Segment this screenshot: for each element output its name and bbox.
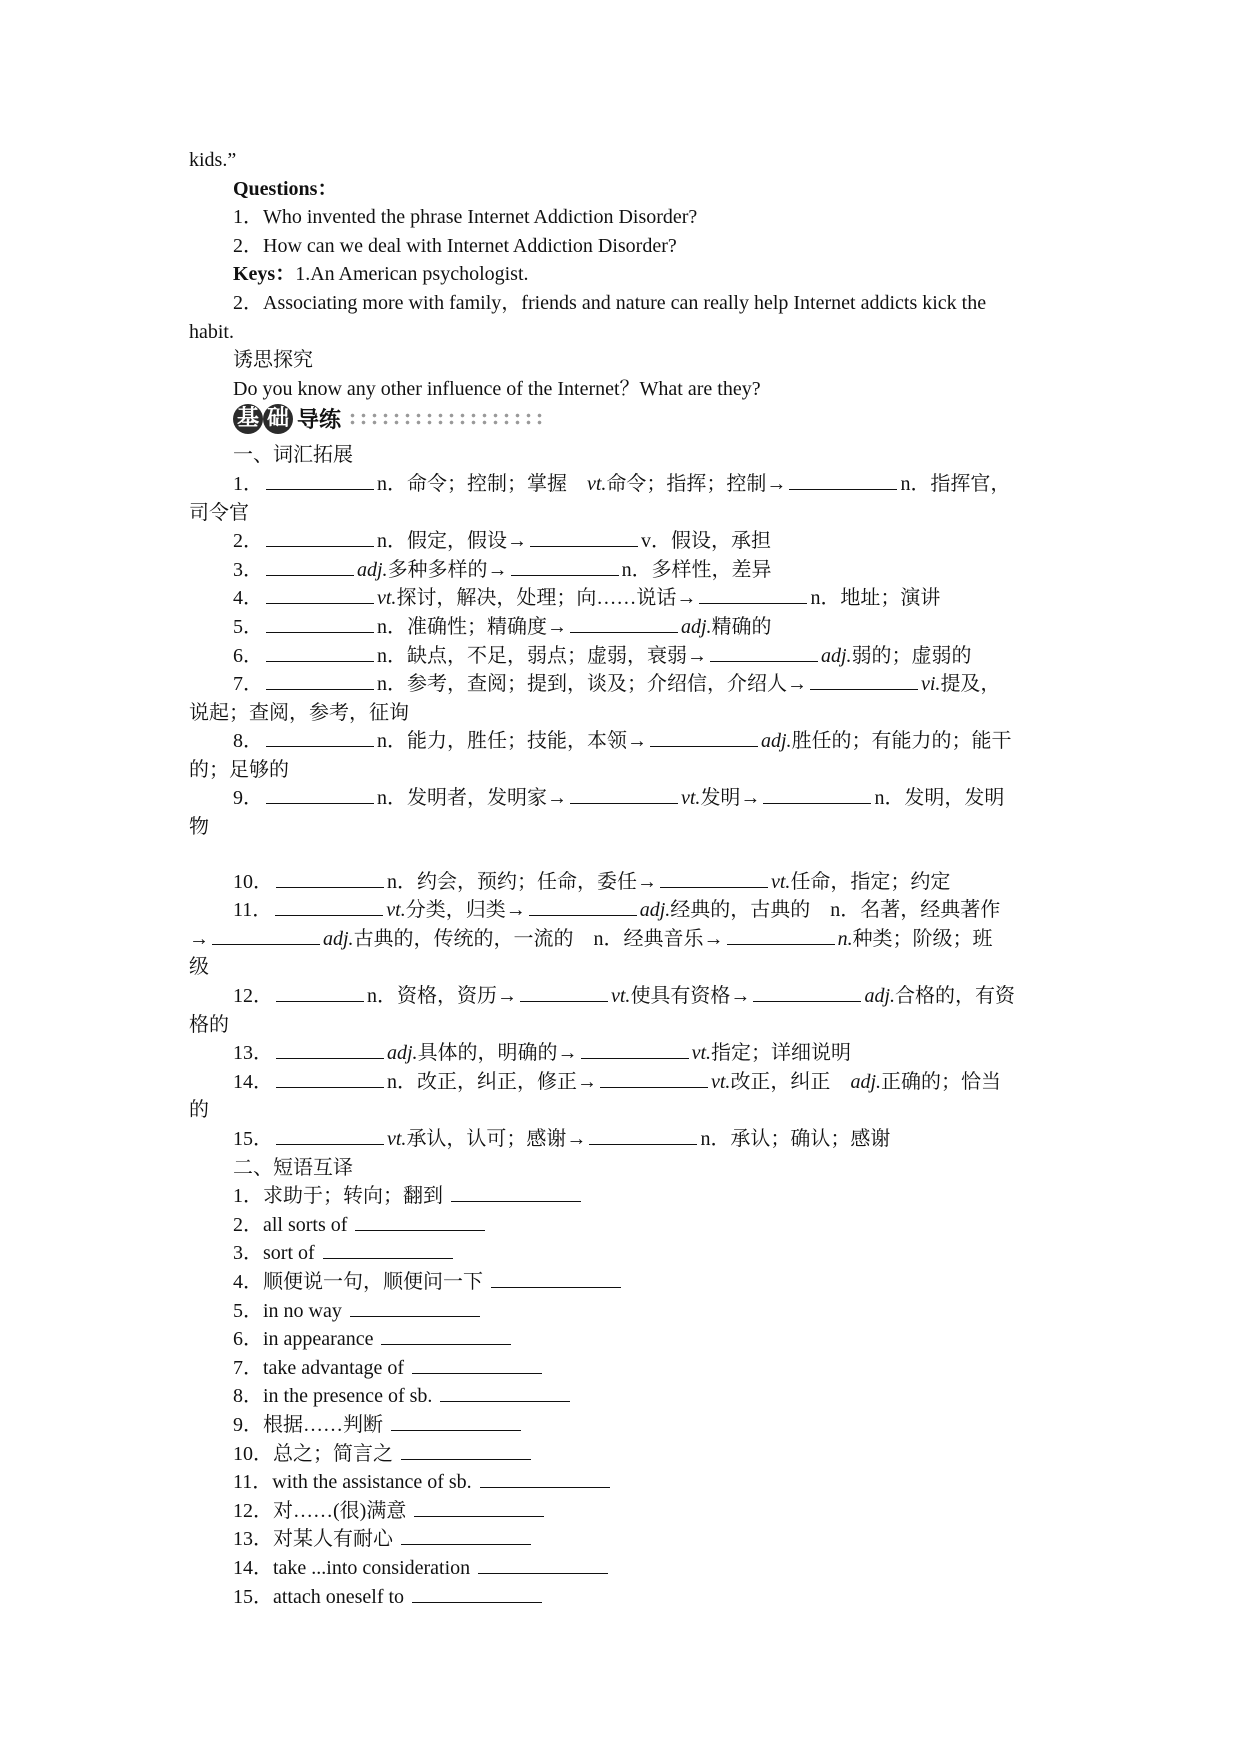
banner-circle-2: 础 [263, 404, 293, 434]
vocab-item-8-cont: 的；足够的 [189, 758, 289, 781]
answer-blank[interactable] [529, 897, 637, 916]
phrase-item: 7．take advantage of [189, 1354, 1057, 1383]
answer-blank[interactable] [266, 728, 374, 747]
phrase-item: 4．顺便说一句，顺便问一下 [189, 1268, 1057, 1297]
answer-blank[interactable] [266, 471, 374, 490]
answer-blank[interactable] [412, 1355, 542, 1374]
questions-label: Questions： [233, 177, 338, 200]
answer-blank[interactable] [266, 785, 374, 804]
vocab-item-15: 15． vt.承认，认可；感谢→ n．承认；确认；感谢 [233, 1128, 891, 1150]
vocab-item-7-cont: 说起；查阅，参考，征询 [189, 701, 409, 724]
answer-blank[interactable] [789, 471, 897, 490]
answer-blank[interactable] [511, 557, 619, 576]
answer-blank[interactable] [401, 1526, 531, 1545]
answer-blank[interactable] [266, 528, 374, 547]
phrase-item: 14．take ...into consideration [189, 1554, 1057, 1583]
phrase-item: 11．with the assistance of sb. [189, 1468, 1057, 1497]
vocab-item-9-cont: 物 [189, 816, 209, 839]
answer-blank[interactable] [350, 1298, 480, 1317]
phrase-item: 3．sort of [189, 1239, 1057, 1268]
answer-blank[interactable] [266, 671, 374, 690]
answer-blank[interactable] [266, 585, 374, 604]
banner-circle-1: 基 [233, 404, 263, 434]
answer-blank[interactable] [276, 983, 364, 1002]
vocab-item-3: 3． adj.多种多样的→ n．多样性，差异 [233, 558, 772, 581]
banner-dots [347, 412, 547, 426]
phrase-list [189, 1182, 1057, 1611]
vocab-item-11-cont: → adj.古典的，传统的，一流的 n．经典音乐→ n.种类；阶级；班 [189, 927, 993, 950]
key-2-cont: habit. [189, 320, 234, 343]
explore-question: Do you know any other influence of the Internet？What are they? [233, 377, 761, 400]
keys-label: Keys： [233, 263, 296, 286]
vocab-item-7: 7． n．参考，查阅；提到，谈及；介绍信，介绍人→ vi.提及， [233, 673, 1001, 696]
answer-blank[interactable] [660, 869, 768, 888]
answer-blank[interactable] [276, 1126, 384, 1145]
phrase-item: 13．对某人有耐心 [189, 1525, 1057, 1554]
answer-blank[interactable] [600, 1069, 708, 1088]
answer-blank[interactable] [401, 1441, 531, 1460]
passage-tail: kids.” [189, 149, 237, 171]
answer-blank[interactable] [520, 983, 608, 1002]
answer-blank[interactable] [753, 983, 861, 1002]
phrase-item: 15．attach oneself to [189, 1583, 1057, 1612]
key-1: Keys：1.An American psychologist. [233, 263, 529, 286]
vocab-item-1-cont: 司令官 [189, 501, 249, 524]
answer-blank[interactable] [570, 614, 678, 633]
answer-blank[interactable] [276, 1040, 384, 1059]
phrase-item: 5．in no way [189, 1297, 1057, 1326]
vocab-item-8: 8． n．能力，胜任；技能，本领→ adj.胜任的；有能力的；能干 [233, 730, 1012, 753]
answer-blank[interactable] [710, 643, 818, 662]
vocab-item-12-cont: 格的 [189, 1013, 229, 1036]
vocab-item-4: 4． vt.探讨，解决，处理；向……说话→ n．地址；演讲 [233, 587, 941, 610]
answer-blank[interactable] [451, 1183, 581, 1202]
vocab-item-11: 11． vt.分类，归类→ adj.经典的，古典的 n．名著，经典著作 [233, 899, 1001, 922]
answer-blank[interactable] [355, 1212, 485, 1231]
phrases-title: 二、短语互译 [233, 1156, 353, 1179]
vocab-item-14: 14． n．改正，纠正，修正→ vt.改正，纠正 adj.正确的；恰当 [233, 1070, 1001, 1093]
answer-blank[interactable] [276, 1069, 384, 1088]
answer-blank[interactable] [581, 1040, 689, 1059]
answer-blank[interactable] [212, 926, 320, 945]
vocab-item-10: 10． n．约会，预约；任命，委任→ vt.任命，指定；约定 [233, 870, 951, 893]
vocab-item-13: 13． adj.具体的，明确的→ vt.指定；详细说明 [233, 1042, 851, 1065]
section-banner [189, 403, 1057, 441]
vocab-title: 一、词汇拓展 [233, 444, 353, 467]
vocab-item-5: 5． n．准确性；精确度→ adj.精确的 [233, 615, 772, 638]
answer-blank[interactable] [530, 528, 638, 547]
answer-blank[interactable] [414, 1498, 544, 1517]
answer-blank[interactable] [478, 1555, 608, 1574]
answer-blank[interactable] [266, 614, 374, 633]
phrase-item: 1．求助于；转向；翻到 [189, 1182, 1057, 1211]
answer-blank[interactable] [589, 1126, 697, 1145]
phrase-item: 8．in the presence of sb. [189, 1382, 1057, 1411]
answer-blank[interactable] [699, 585, 807, 604]
answer-blank[interactable] [391, 1412, 521, 1431]
answer-blank[interactable] [440, 1383, 570, 1402]
answer-blank[interactable] [381, 1326, 511, 1345]
phrase-item: 12．对……(很)满意 [189, 1497, 1057, 1526]
phrase-item: 10．总之；简言之 [189, 1440, 1057, 1469]
vocab-item-6: 6． n．缺点，不足，弱点；虚弱，衰弱→ adj.弱的；虚弱的 [233, 644, 972, 667]
phrase-item: 2．all sorts of [189, 1211, 1057, 1240]
question-2: 2．How can we deal with Internet Addiction Disorder? [233, 234, 677, 257]
answer-blank[interactable] [810, 671, 918, 690]
vocab-item-2: 2． n．假定，假设→ v．假设，承担 [233, 530, 771, 553]
key-2: 2．Associating more with family，friends and nature can really help Internet addicts kick the [233, 291, 987, 314]
answer-blank[interactable] [323, 1240, 453, 1259]
answer-blank[interactable] [412, 1584, 542, 1603]
document-page [189, 146, 1057, 1611]
phrase-item: 9．根据……判断 [189, 1411, 1057, 1440]
vocab-item-11-cont2: 级 [189, 956, 209, 979]
answer-blank[interactable] [275, 897, 383, 916]
answer-blank[interactable] [276, 869, 384, 888]
question-1: 1．Who invented the phrase Internet Addiction Disorder? [233, 206, 698, 229]
vocab-item-12: 12． n．资格，资历→ vt.使具有资格→ adj.合格的，有资 [233, 985, 1015, 1008]
answer-blank[interactable] [491, 1269, 621, 1288]
answer-blank[interactable] [480, 1469, 610, 1488]
vocab-item-1: 1． n．命令；控制；掌握 vt.命令；指挥；控制→ n．指挥官， [233, 472, 1011, 495]
banner-text: 导练 [297, 408, 342, 434]
answer-blank[interactable] [763, 785, 871, 804]
phrase-item: 6．in appearance [189, 1325, 1057, 1354]
explore-title: 诱思探究 [233, 349, 313, 372]
answer-blank[interactable] [727, 926, 835, 945]
vocab-item-14-cont: 的 [189, 1099, 209, 1122]
answer-blank[interactable] [266, 643, 374, 662]
vocab-item-9: 9． n．发明者，发明家→ vt.发明→ n．发明，发明 [233, 787, 1005, 810]
answer-blank[interactable] [650, 728, 758, 747]
answer-blank[interactable] [570, 785, 678, 804]
answer-blank[interactable] [266, 557, 354, 576]
